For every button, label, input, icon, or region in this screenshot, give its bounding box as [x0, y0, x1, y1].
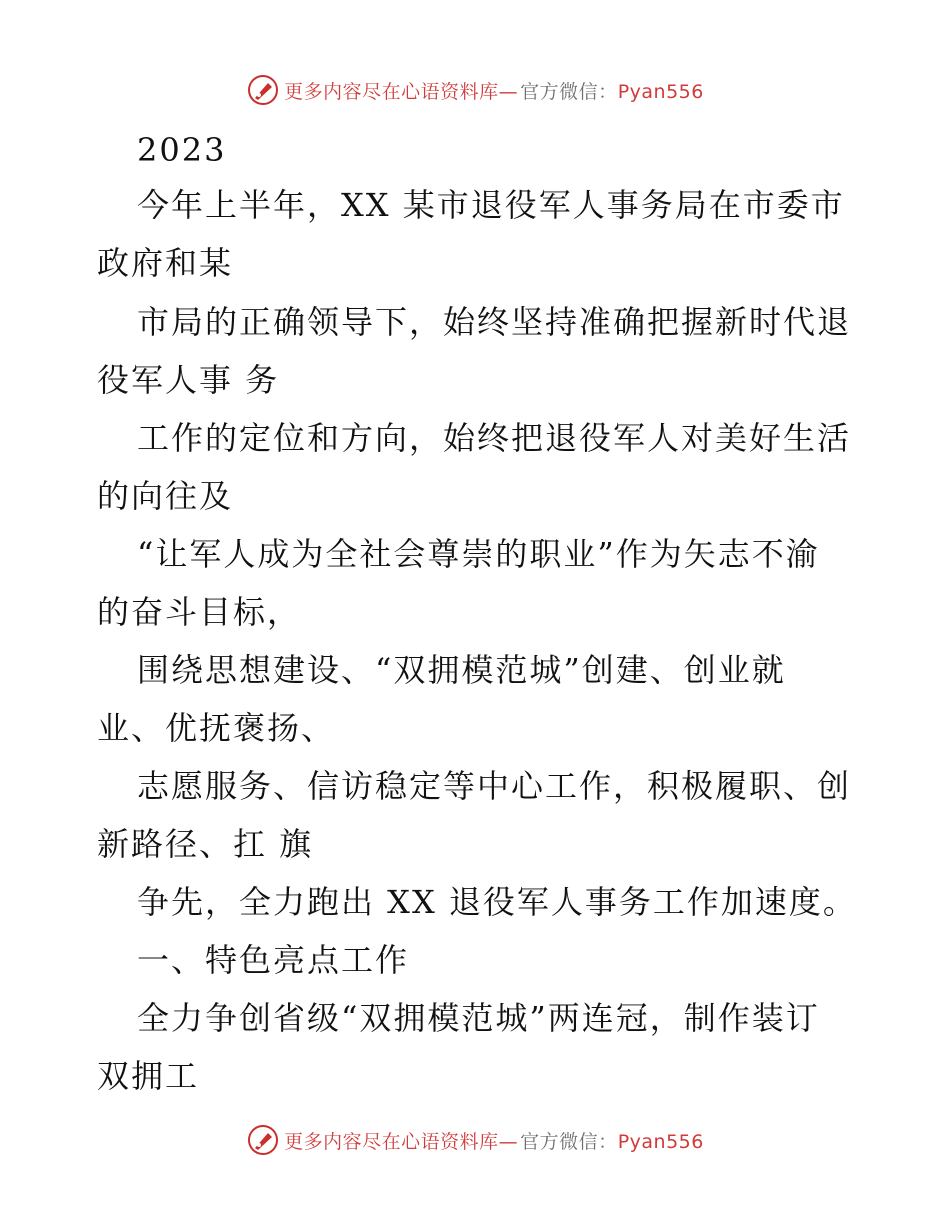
body-line: 业、优抚褒扬、	[97, 709, 336, 747]
body-line: 2023	[137, 131, 227, 169]
body-line: 围绕思想建设、“双拥模范城”创建、创业就	[137, 651, 786, 689]
pen-nib-logo-icon	[246, 73, 280, 107]
watermark-dash: —	[498, 80, 519, 103]
body-line: 市局的正确领导下，始终坚持准确把握新时代退	[137, 303, 852, 341]
watermark-dash: —	[498, 1130, 519, 1153]
body-line: 役军人事 务	[97, 361, 280, 399]
watermark-wechat-label: 官方微信：	[520, 1130, 618, 1153]
watermark-main-text: 更多内容尽在心语资料库	[284, 80, 499, 103]
watermark-main-text: 更多内容尽在心语资料库	[284, 1130, 499, 1153]
watermark-wechat-label: 官方微信：	[520, 80, 618, 103]
body-line: 政府和某	[97, 244, 234, 282]
body-line: 全力争创省级“双拥模范城”两连冠，制作装订	[137, 999, 820, 1037]
watermark-wechat-id: Pyan556	[617, 80, 704, 103]
body-line: 的向往及	[97, 477, 234, 515]
footer-watermark	[0, 1120, 950, 1160]
body-line: 争先，全力跑出 XX 退役军人事务工作加速度。	[137, 883, 857, 921]
body-line: 志愿服务、信访稳定等中心工作，积极履职、创	[137, 767, 852, 805]
body-line: 新路径、扛 旗	[97, 825, 314, 863]
header-watermark	[0, 70, 950, 110]
body-line: 双拥工	[97, 1057, 200, 1095]
watermark-wechat-id: Pyan556	[617, 1130, 704, 1153]
body-line: 工作的定位和方向，始终把退役军人对美好生活	[137, 419, 852, 457]
body-line: 的奋斗目标，	[97, 593, 302, 631]
pen-nib-logo-icon	[246, 1123, 280, 1157]
section-heading: 一、特色亮点工作	[137, 941, 410, 979]
body-line: 今年上半年，XX 某市退役军人事务局在市委市	[137, 186, 845, 224]
body-line: “让军人成为全社会尊崇的职业”作为矢志不渝	[137, 535, 820, 573]
